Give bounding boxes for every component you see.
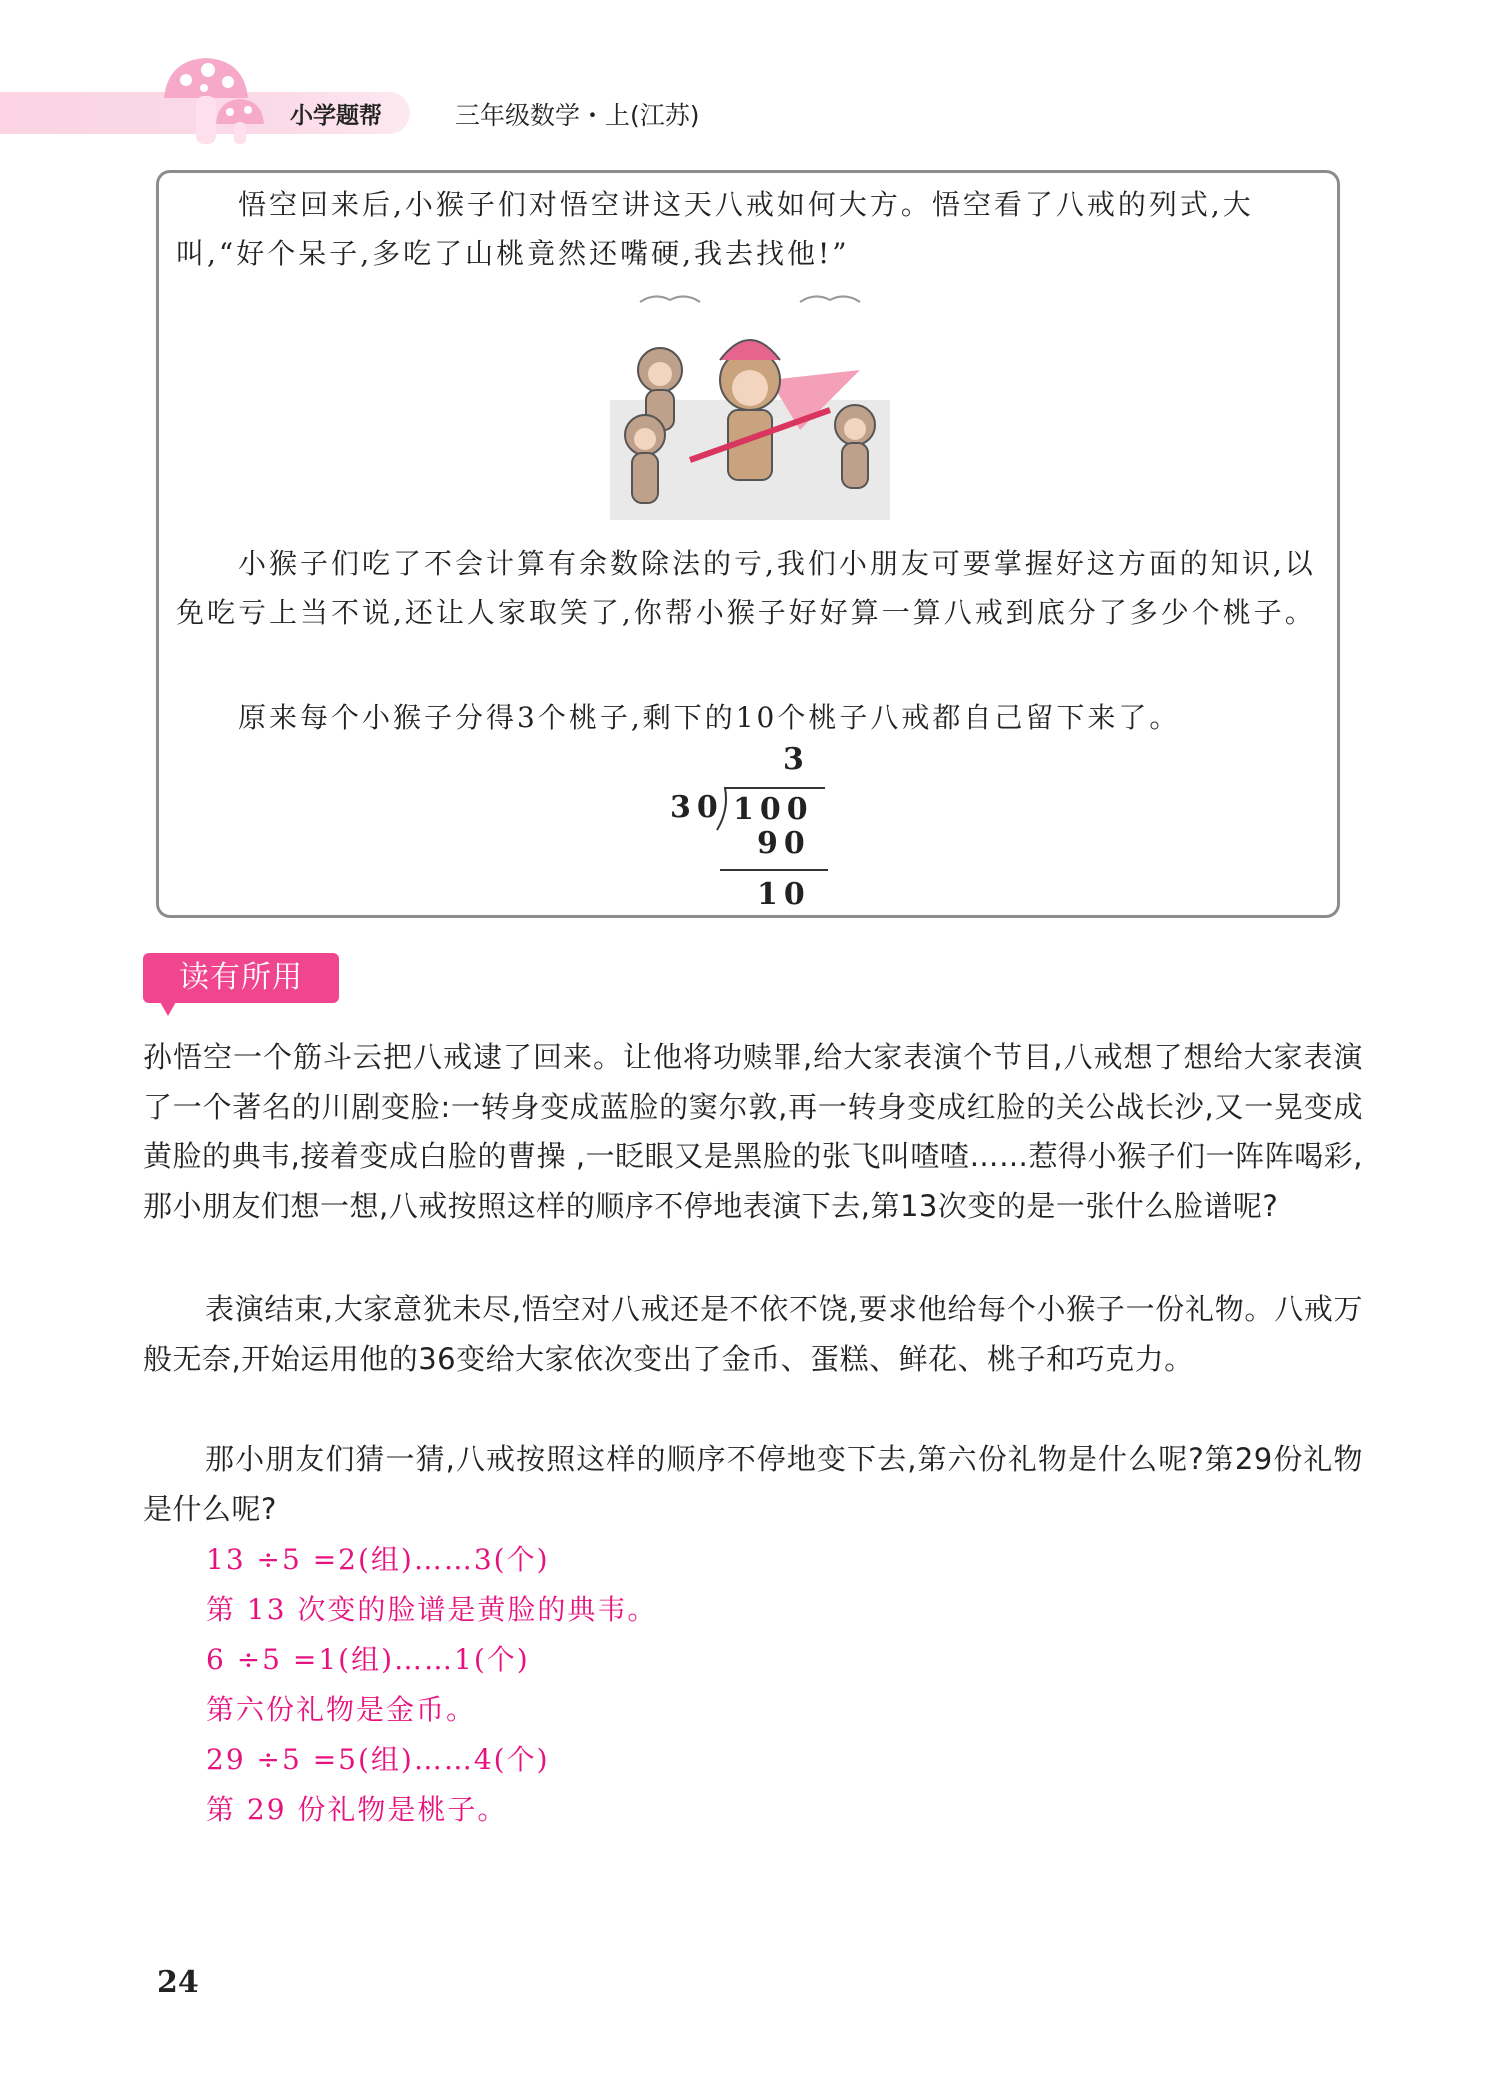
story-paragraph: 原来每个小猴子分得3个桃子,剩下的10个桃子八戒都自己留下来了。 <box>238 701 1181 734</box>
book-title: 三年级数学・上(江苏) <box>455 101 700 130</box>
answer-line: 第 29 份礼物是桃子。 <box>206 1793 508 1826</box>
story-paragraph: 悟空回来后,小猴子们对悟空讲这天八戒如何大方。悟空看了八戒的列式,大叫,“好个呆子,多吃了山桃竟然还嘴硬,我去找他!” <box>176 188 1254 270</box>
division-divisor: 30 <box>670 790 724 825</box>
division-dividend: 100 <box>733 792 814 827</box>
answer-line: 13 ÷5 =2(组)……3(个) <box>206 1543 550 1576</box>
answer-list <box>206 1535 657 1835</box>
long-division <box>660 742 860 917</box>
division-quotient: 3 <box>783 742 810 777</box>
section-tag-tail <box>160 1002 176 1016</box>
division-product: 90 <box>757 826 811 861</box>
reading-paragraph: 孙悟空一个筋斗云把八戒逮了回来。让他将功赎罪,给大家表演个节目,八戒想了想给大家表演了一个著名的川剧变脸:一转身变成蓝脸的窦尔敦,再一转身变成红脸的关公战长沙,又一晃变成黄脸的典韦,接着变成白脸的曹操 ,一眨眼又是黑脸的张飞叫喳喳……惹得小猴子们一阵阵喝彩,那小朋友们想一想,八戒按照这样的顺序不停地表演下去,第13次变的是一张什么脸谱呢? <box>143 1040 1363 1223</box>
division-rule <box>720 869 828 871</box>
page-number: 24 <box>157 1965 199 2000</box>
monkey-king-illustration-icon <box>600 290 900 530</box>
section-title: 读有所用 <box>143 953 339 1003</box>
mushroom-logo-icon <box>158 54 268 150</box>
answer-line: 29 ÷5 =5(组)……4(个) <box>206 1743 550 1776</box>
story-paragraph: 小猴子们吃了不会计算有余数除法的亏,我们小朋友可要掌握好这方面的知识,以免吃亏上当不说,还让人家取笑了,你帮小猴子好好算一算八戒到底分了多少个桃子。 <box>176 547 1316 629</box>
reading-paragraph: 表演结束,大家意犹未尽,悟空对八戒还是不依不饶,要求他给每个小猴子一份礼物。八戒万般无奈,开始运用他的36变给大家依次变出了金币、蛋糕、鲜花、桃子和巧克力。 <box>143 1292 1363 1376</box>
answer-line: 第六份礼物是金币。 <box>206 1693 477 1726</box>
division-remainder: 10 <box>757 877 811 912</box>
answer-line: 第 13 次变的脸谱是黄脸的典韦。 <box>206 1593 658 1626</box>
brand-label: 小学题帮 <box>290 103 382 129</box>
answer-line: 6 ÷5 =1(组)……1(个) <box>206 1643 530 1676</box>
reading-paragraph: 那小朋友们猜一猜,八戒按照这样的顺序不停地变下去,第六份礼物是什么呢?第29份礼物是什么呢? <box>143 1442 1363 1526</box>
